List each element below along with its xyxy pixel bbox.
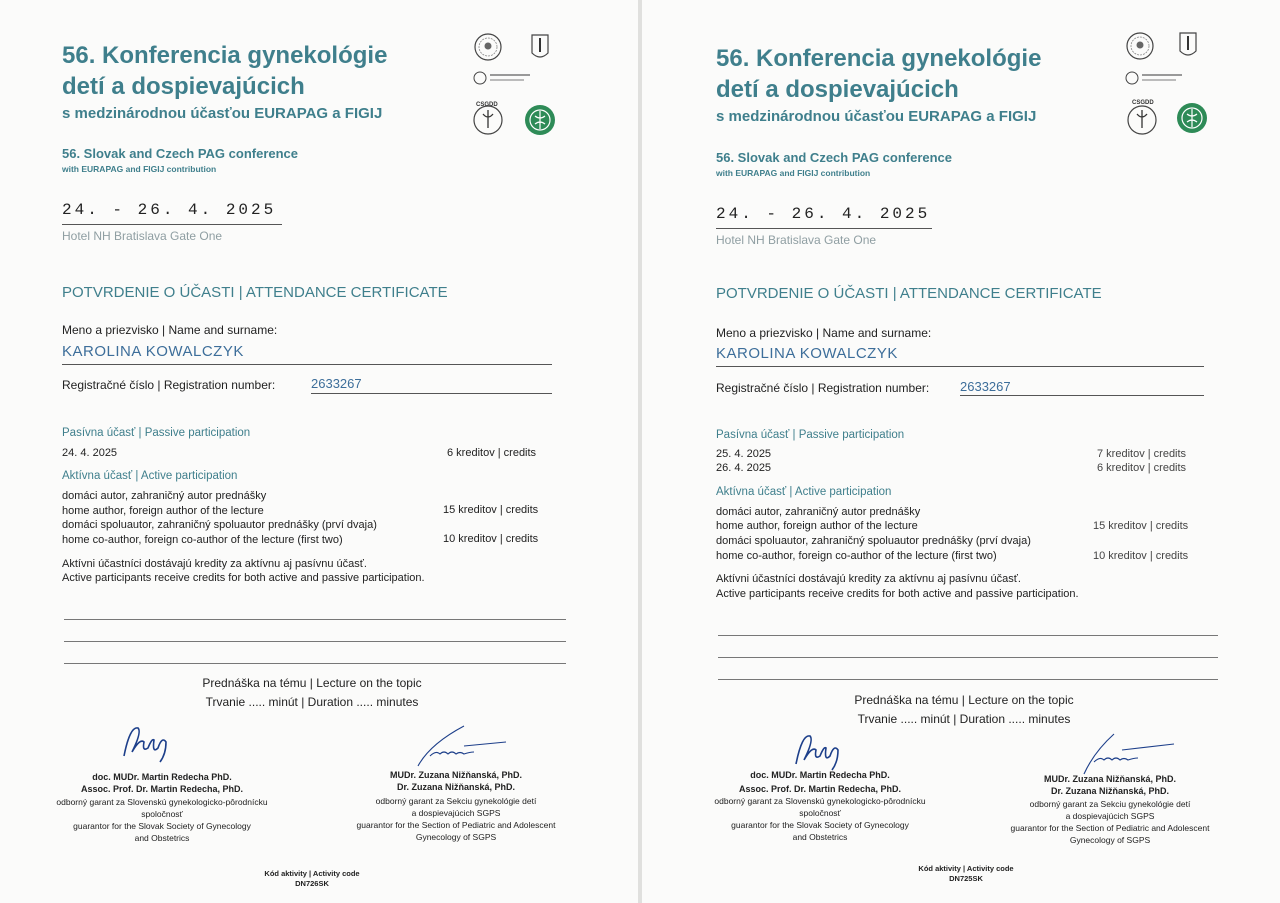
sig2-role-3: guarantor for the Section of Pediatric and Adolescent [356, 820, 556, 830]
blank-line-3 [64, 663, 566, 664]
society-logos [470, 32, 562, 147]
active-credits-2: 10 kreditov | credits [1093, 550, 1189, 562]
active-credits-2: 10 kreditov | credits [443, 533, 539, 545]
note-line-1: Aktívni účastníci dostávajú kredity za aktívnu aj pasívnu účasť. [62, 558, 367, 570]
logo-cluster-icon [470, 32, 562, 142]
name-label: Meno a priezvisko | Name and surname: [716, 326, 932, 340]
participant-name: KAROLINA KOWALCZYK [62, 343, 244, 360]
sig2-role-1: odborný garant za Sekciu gynekológie detí [1029, 799, 1191, 809]
pag-conference-subtitle: with EURAPAG and FIGIJ contribution [716, 168, 871, 178]
certificate-page-left [0, 0, 638, 903]
activity-code: DN725SK [949, 874, 983, 883]
passive-date-1: 24. 4. 2025 [62, 447, 118, 459]
signature-niznanska-icon [408, 722, 528, 770]
activity-code-label: Kód aktivity | Activity code [918, 864, 1014, 873]
active-line-3: domáci spoluautor, zahraničný spoluautor prednášky (prví dvaja) [716, 535, 1031, 547]
name-underline [716, 366, 1204, 367]
conference-title-line1: 56. Konferencia gynekológie [716, 45, 1042, 72]
sig1-role-2: spoločnosť [141, 809, 183, 819]
passive-credits-2: 6 kreditov | credits [1097, 462, 1187, 474]
sig2-role-3: guarantor for the Section of Pediatric and Adolescent [1010, 823, 1210, 833]
conference-title-line1: 56. Konferencia gynekológie [62, 42, 388, 69]
active-participation-label: Aktívna účasť | Active participation [716, 486, 892, 498]
pag-conference-subtitle: with EURAPAG and FIGIJ contribution [62, 164, 217, 174]
dates-underline [62, 224, 282, 225]
active-credits-1: 15 kreditov | credits [1093, 520, 1189, 532]
lecture-topic-label: Prednáška na tému | Lecture on the topic [202, 676, 422, 690]
sig2-name-sk: MUDr. Zuzana Nižňanská, PhD. [1043, 774, 1177, 784]
sig2-role-1: odborný garant za Sekciu gynekológie detí [375, 796, 537, 806]
active-line-1: domáci autor, zahraničný autor prednášky [62, 490, 267, 502]
active-participation-label: Aktívna účasť | Active participation [62, 470, 238, 482]
sig2-name-en: Dr. Zuzana Nižňanská, PhD. [396, 782, 516, 792]
sig1-role-1: odborný garant za Slovenskú gynekologicko-pôrodnícku [56, 797, 268, 807]
sig1-name-sk: doc. MUDr. Martin Redecha PhD. [92, 772, 232, 782]
sig1-name-sk: doc. MUDr. Martin Redecha PhD. [750, 770, 890, 780]
registration-number: 2633267 [960, 379, 1011, 394]
sig1-name-en: Assoc. Prof. Dr. Martin Redecha, PhD. [80, 784, 244, 794]
active-line-4: home co-author, foreign co-author of the lecture (first two) [62, 534, 343, 546]
activity-code: DN726SK [295, 879, 329, 888]
conference-venue: Hotel NH Bratislava Gate One [62, 229, 223, 243]
dates-underline [716, 228, 932, 229]
passive-credits-1: 7 kreditov | credits [1097, 448, 1187, 460]
conference-subtitle: s medzinárodnou účasťou EURAPAG a FIGIJ [716, 108, 1037, 125]
sig2-name-en: Dr. Zuzana Nižňanská, PhD. [1050, 786, 1170, 796]
sig1-role-1: odborný garant za Slovenskú gynekologicko-pôrodnícku [714, 796, 926, 806]
sig1-role-4: and Obstetrics [134, 833, 190, 843]
blank-line-1 [64, 619, 566, 620]
csgdd-logo-text: CSGDD [476, 102, 498, 108]
active-line-2: home author, foreign author of the lecture [62, 505, 264, 517]
active-line-4: home co-author, foreign co-author of the lecture (first two) [716, 550, 997, 562]
note-line-2: Active participants receive credits for both active and passive participation. [716, 588, 1079, 600]
duration-label: Trvanie ..... minút | Duration ..... minutes [857, 712, 1071, 726]
pag-conference-title: 56. Slovak and Czech PAG conference [62, 146, 299, 161]
active-line-3: domáci spoluautor, zahraničný spoluautor prednášky (prví dvaja) [62, 519, 377, 531]
passive-credits-1: 6 kreditov | credits [447, 447, 537, 459]
registration-underline [960, 395, 1204, 396]
certificate-heading: POTVRDENIE O ÚČASTI | ATTENDANCE CERTIFICATE [62, 284, 448, 301]
activity-code-label: Kód aktivity | Activity code [264, 869, 360, 878]
sig2-name-sk: MUDr. Zuzana Nižňanská, PhD. [389, 770, 523, 780]
blank-line-2 [718, 657, 1218, 658]
passive-date-2: 26. 4. 2025 [716, 462, 772, 474]
sig1-role-3: guarantor for the Slovak Society of Gynecology [731, 820, 909, 830]
logo-cluster-icon [1120, 30, 1212, 142]
conference-subtitle: s medzinárodnou účasťou EURAPAG a FIGIJ [62, 105, 383, 122]
conference-dates: 24. - 26. 4. 2025 [716, 205, 931, 223]
name-label: Meno a priezvisko | Name and surname: [62, 323, 278, 337]
sig1-name-en: Assoc. Prof. Dr. Martin Redecha, PhD. [738, 784, 902, 794]
certificate-page-right [642, 0, 1280, 903]
lecture-topic-label: Prednáška na tému | Lecture on the topic [854, 693, 1074, 707]
blank-line-3 [718, 679, 1218, 680]
active-credits-1: 15 kreditov | credits [443, 504, 539, 516]
participant-name: KAROLINA KOWALCZYK [716, 345, 898, 362]
passive-date-1: 25. 4. 2025 [716, 448, 772, 460]
sig2-role-4: Gynecology of SGPS [1069, 835, 1151, 845]
sig2-role-2: a dospievajúcich SGPS [411, 808, 501, 818]
blank-line-2 [64, 641, 566, 642]
name-underline [62, 364, 552, 365]
conference-venue: Hotel NH Bratislava Gate One [716, 233, 877, 247]
registration-label: Registračné číslo | Registration number: [716, 381, 930, 395]
passive-participation-label: Pasívna účasť | Passive participation [62, 427, 251, 439]
active-line-2: home author, foreign author of the lecture [716, 520, 918, 532]
conference-title-line2: detí a dospievajúcich [62, 73, 305, 100]
sig1-role-2: spoločnosť [799, 808, 841, 818]
signature-niznanska-icon [1072, 728, 1192, 776]
note-line-2: Active participants receive credits for both active and passive participation. [62, 572, 425, 584]
registration-underline [311, 393, 552, 394]
sig2-role-2: a dospievajúcich SGPS [1065, 811, 1155, 821]
duration-label: Trvanie ..... minút | Duration ..... minutes [205, 695, 419, 709]
certificate-heading: POTVRDENIE O ÚČASTI | ATTENDANCE CERTIFICATE [716, 285, 1102, 302]
csgdd-logo-text: CSGDD [1132, 100, 1154, 106]
sig1-role-4: and Obstetrics [792, 832, 848, 842]
society-logos [1120, 30, 1212, 147]
sig1-role-3: guarantor for the Slovak Society of Gynecology [73, 821, 251, 831]
pag-conference-title: 56. Slovak and Czech PAG conference [716, 150, 953, 165]
conference-dates: 24. - 26. 4. 2025 [62, 201, 277, 219]
blank-line-1 [718, 635, 1218, 636]
sig2-role-4: Gynecology of SGPS [415, 832, 497, 842]
note-line-1: Aktívni účastníci dostávajú kredity za aktívnu aj pasívnu účasť. [716, 573, 1021, 585]
registration-label: Registračné číslo | Registration number: [62, 378, 276, 392]
registration-number: 2633267 [311, 376, 362, 391]
conference-title-line2: detí a dospievajúcich [716, 76, 959, 103]
passive-participation-label: Pasívna účasť | Passive participation [716, 429, 905, 441]
active-line-1: domáci autor, zahraničný autor prednášky [716, 506, 921, 518]
signature-redecha-icon [112, 716, 192, 768]
